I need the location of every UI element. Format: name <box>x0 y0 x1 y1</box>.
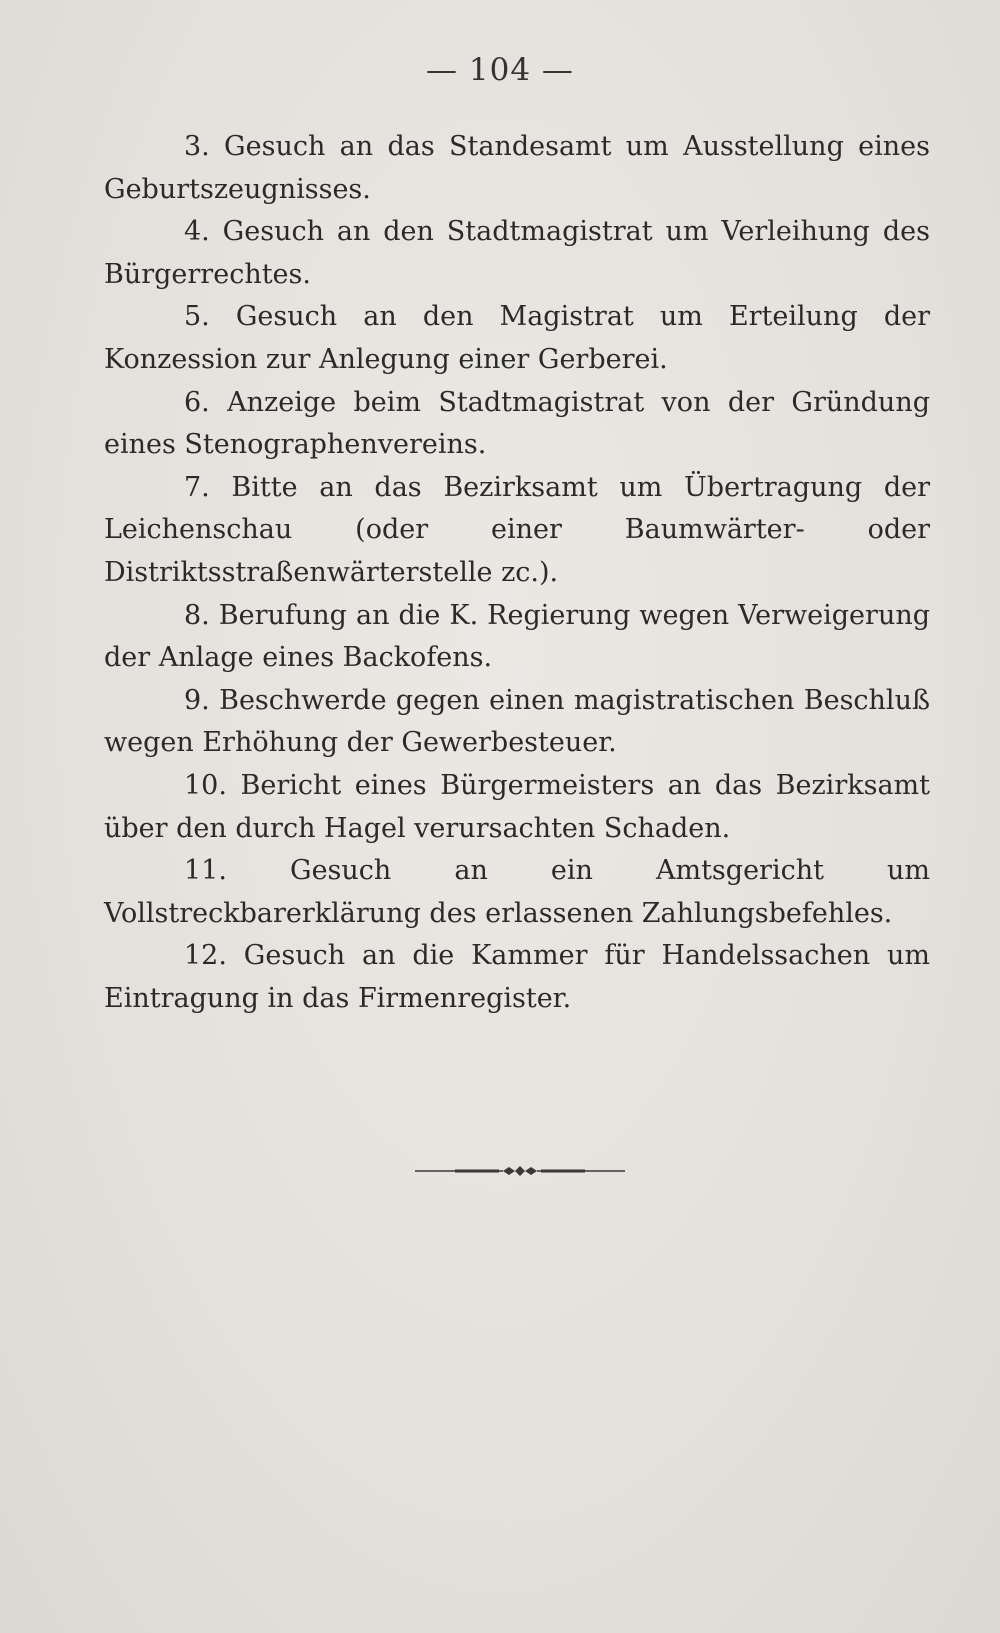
page-number: — 104 — <box>426 52 574 88</box>
list-item: 3. Gesuch an das Standesamt um Ausstellung eines Geburtszeugnisses. <box>104 131 930 205</box>
list-item: 12. Gesuch an die Kammer für Handelssachen um Eintragung in das Firmenregister. <box>104 940 930 1014</box>
decorative-rule-icon <box>415 1163 625 1179</box>
list-item: 8. Berufung an die K. Regierung wegen Verweigerung der Anlage eines Backofens. <box>104 599 930 674</box>
list-item: 9. Beschwerde gegen einen magistratischen Beschluß wegen Erhöhung der Gewerbesteuer. <box>104 684 930 759</box>
list-item: 11. Gesuch an ein Amtsgericht um Vollstreckbarerklärung des erlassenen Zahlungsbefehles. <box>104 855 930 929</box>
list-item: 10. Bericht eines Bürgermeisters an das Bezirksamt über den durch Hagel verursachten Schaden. <box>104 769 930 844</box>
list-item: 5. Gesuch an den Magistrat um Erteilung der Konzession zur Anlegung einer Gerberei. <box>104 301 930 375</box>
list-item: 6. Anzeige beim Stadtmagistrat von der Gründung eines Stenographenvereins. <box>104 386 930 461</box>
list-item: 4. Gesuch an den Stadtmagistrat um Verleihung des Bürgerrechtes. <box>104 216 930 290</box>
list-item: 7. Bitte an das Bezirksamt um Übertragung der Leichenschau (oder einer Baumwärter- oder Distriktsstraßenwärterstelle zc.). <box>104 471 930 588</box>
entry-list <box>104 126 930 1020</box>
